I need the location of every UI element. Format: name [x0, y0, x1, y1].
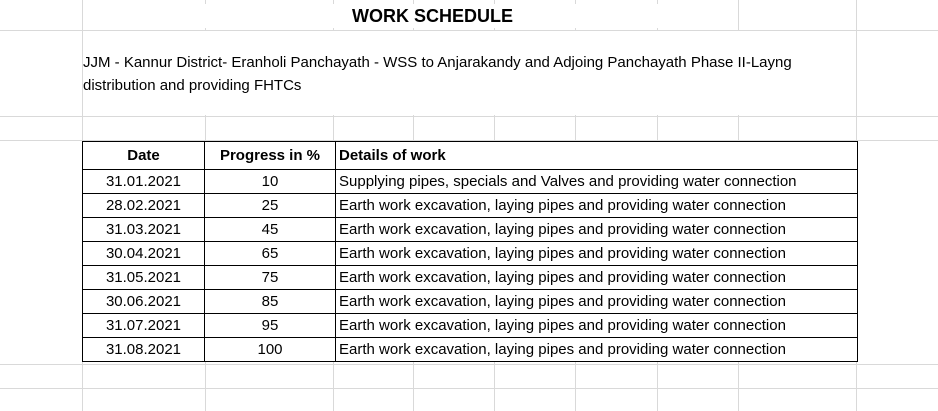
progress-cell: 25	[205, 194, 336, 218]
details-cell: Earth work excavation, laying pipes and providing water connection	[336, 218, 858, 242]
table-row	[83, 338, 858, 362]
progress-cell: 10	[205, 170, 336, 194]
gridline	[0, 388, 938, 389]
gridline	[0, 116, 938, 117]
progress-cell: 65	[205, 242, 336, 266]
table-row	[83, 290, 858, 314]
date-cell: 28.02.2021	[83, 194, 205, 218]
date-cell: 31.03.2021	[83, 218, 205, 242]
page-title: WORK SCHEDULE	[205, 4, 660, 28]
details-cell: Earth work excavation, laying pipes and providing water connection	[336, 338, 858, 362]
details-cell: Earth work excavation, laying pipes and providing water connection	[336, 242, 858, 266]
work-schedule-table	[82, 141, 858, 362]
progress-cell: 95	[205, 314, 336, 338]
column-header-date: Date	[83, 142, 205, 170]
column-header-progress: Progress in %	[205, 142, 336, 170]
table-row	[83, 170, 858, 194]
date-cell: 30.06.2021	[83, 290, 205, 314]
table-row	[83, 242, 858, 266]
table-row	[83, 314, 858, 338]
progress-cell: 45	[205, 218, 336, 242]
details-cell: Earth work excavation, laying pipes and providing water connection	[336, 194, 858, 218]
column-header-details: Details of work	[336, 142, 858, 170]
details-cell: Supplying pipes, specials and Valves and providing water connection	[336, 170, 858, 194]
date-cell: 31.08.2021	[83, 338, 205, 362]
date-cell: 31.07.2021	[83, 314, 205, 338]
details-cell: Earth work excavation, laying pipes and providing water connection	[336, 314, 858, 338]
table-row	[83, 266, 858, 290]
date-cell: 31.05.2021	[83, 266, 205, 290]
date-cell: 31.01.2021	[83, 170, 205, 194]
table-row	[83, 194, 858, 218]
progress-cell: 75	[205, 266, 336, 290]
gridline	[0, 364, 938, 365]
progress-cell: 85	[205, 290, 336, 314]
project-description: JJM - Kannur District- Eranholi Panchayath - WSS to Anjarakandy and Adjoing Panchayath Phase II-Layng distribution and providing FHTCs	[83, 31, 856, 115]
progress-cell: 100	[205, 338, 336, 362]
date-cell: 30.04.2021	[83, 242, 205, 266]
table-header-row	[83, 142, 858, 170]
details-cell: Earth work excavation, laying pipes and providing water connection	[336, 290, 858, 314]
table-row	[83, 218, 858, 242]
details-cell: Earth work excavation, laying pipes and providing water connection	[336, 266, 858, 290]
